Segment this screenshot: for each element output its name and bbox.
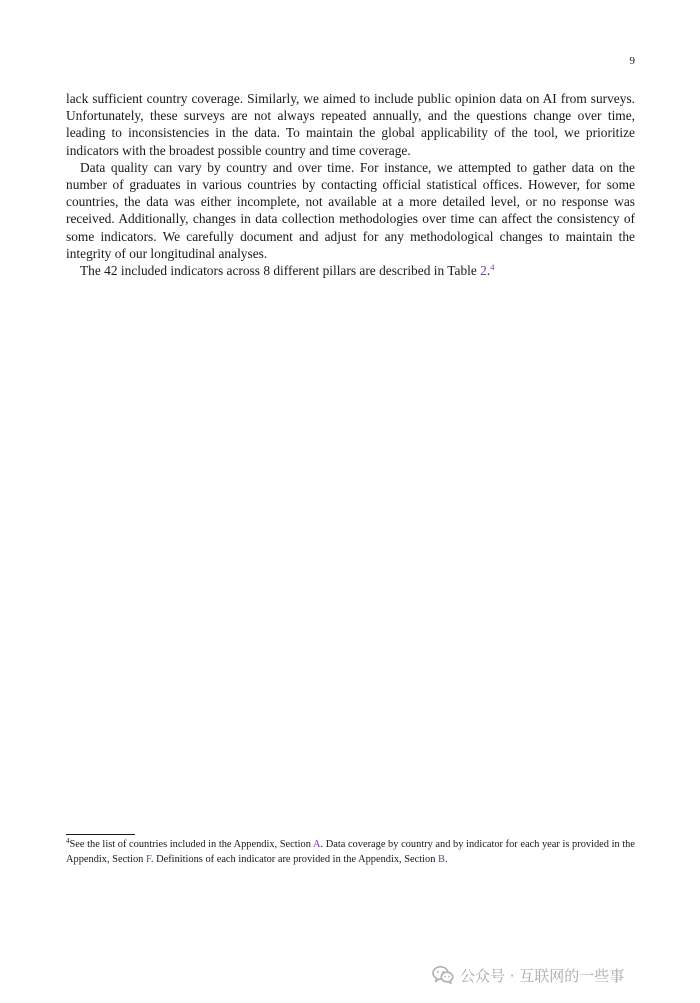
footnote-rule bbox=[66, 834, 135, 835]
page-number: 9 bbox=[629, 55, 635, 67]
watermark bbox=[432, 964, 624, 986]
body-text bbox=[66, 90, 635, 279]
footnote-text-4: . bbox=[444, 853, 448, 865]
appendix-f-link[interactable]: F bbox=[145, 853, 151, 865]
footnote-text-2: . Data coverage by country and by indicator for each year is provided in the Appendix, Section bbox=[66, 839, 635, 865]
paragraph-data-availability: lack sufficient country coverage. Similarly, we aimed to include public opinion data on AI from surveys. Unfortunately, these surveys are not always repeated annually, and the questions change over time, leading to inconsistencies in the data. To maintain the global applicability of the tool, we prioritize indicators with the broadest possible country and time coverage. bbox=[66, 91, 635, 158]
appendix-b-link[interactable]: B bbox=[438, 853, 445, 865]
footnote-text-3: . Definitions of each indicator are provided in the Appendix, Section bbox=[150, 853, 439, 865]
wechat-icon bbox=[432, 965, 454, 985]
footnote-4 bbox=[66, 838, 635, 867]
paragraph-indicators-text: The 42 included indicators across 8 different pillars are described in Table bbox=[80, 263, 481, 279]
footnote-4-mark[interactable]: 4 bbox=[490, 262, 495, 273]
paragraph-indicators-period: . bbox=[486, 263, 491, 279]
paragraph-data-quality: Data quality can vary by country and over time. For instance, we attempted to gather data on the number of graduates in various countries by contacting official statistical offices. However, for some countries, the data was either incomplete, not available at a more detailed level, or no response was received. Additionally, changes in data collection methodologies over time can affect the consistency of some indicators. We carefully document and adjust for any methodological changes to maintain the integrity of our longitudinal analyses. bbox=[66, 159, 635, 261]
watermark-text: 公众号 · 互联网的一些事 bbox=[460, 966, 625, 985]
paragraph-indicators bbox=[66, 262, 635, 279]
appendix-a-link[interactable]: A bbox=[312, 839, 321, 850]
table-2-link[interactable]: 2 bbox=[480, 263, 487, 279]
footnote-mark: 4 bbox=[66, 837, 70, 845]
footnote-text-1: See the list of countries included in the Appendix, Section bbox=[69, 839, 313, 850]
